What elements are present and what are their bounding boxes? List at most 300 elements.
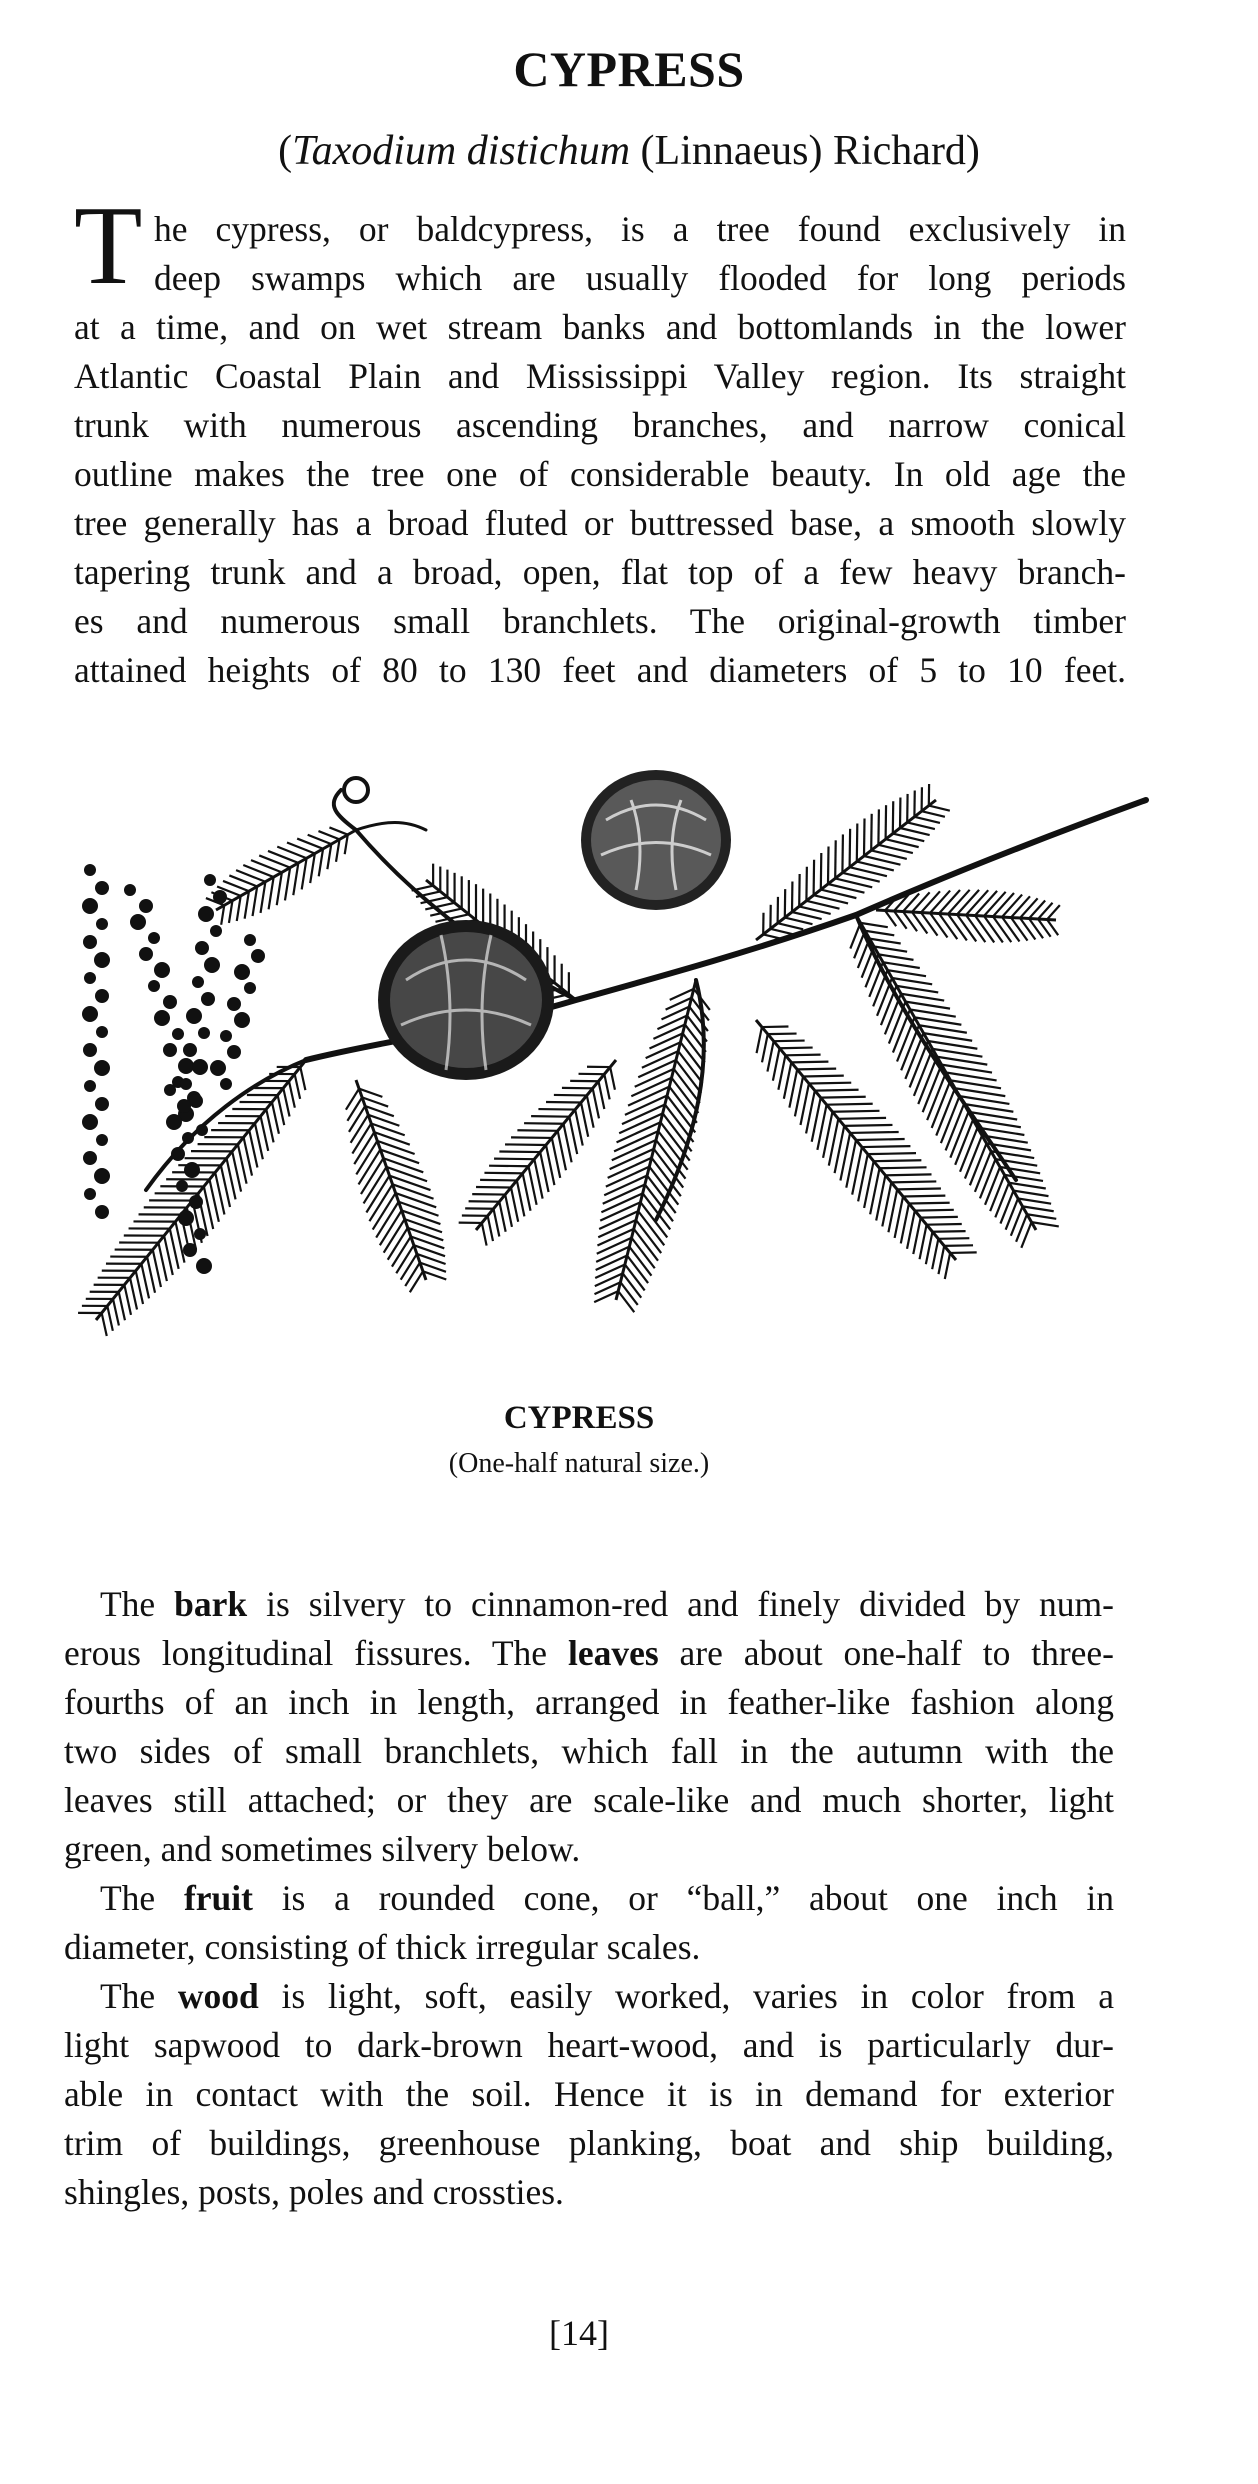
leaf: [278, 1095, 285, 1125]
catkin-bead: [148, 932, 160, 944]
leaf: [511, 1188, 518, 1222]
leaf: [773, 1048, 780, 1080]
bark-line: The bark is silvery to cinnamon-red and finely divided by num-: [100, 1584, 1114, 1624]
scientific-name: (Taxodium distichum (Linnaeus) Richard): [278, 128, 980, 174]
leaf: [789, 1069, 797, 1107]
catkin-bead: [227, 997, 241, 1011]
leaf: [524, 1123, 563, 1124]
leaf: [113, 1299, 119, 1326]
catkin-bead: [196, 1258, 212, 1274]
leaf: [153, 1250, 161, 1287]
leaf: [618, 1291, 634, 1312]
leaf: [762, 1034, 768, 1062]
leaf: [930, 891, 950, 913]
intro-line: outline makes the tree one of considerable beauty. In old age the: [74, 454, 1126, 494]
leaf: [482, 1223, 487, 1246]
leaf: [269, 877, 274, 909]
leaf: [625, 1264, 645, 1290]
leaf: [869, 962, 883, 997]
cone-lower: [378, 920, 554, 1080]
leaf: [768, 1034, 797, 1035]
catkin-bead: [166, 1114, 182, 1130]
leaf: [942, 1065, 993, 1073]
leaf: [569, 1117, 577, 1154]
leaf: [888, 970, 927, 976]
leaf: [261, 1116, 269, 1151]
leaf: [1002, 895, 1022, 917]
leaf: [835, 840, 836, 878]
leaf: [915, 1210, 954, 1211]
catkin-bead: [139, 899, 153, 913]
leaf: [965, 1136, 982, 1179]
leaf: [531, 1116, 569, 1117]
leaf: [489, 1166, 528, 1167]
catkin-bead: [94, 952, 110, 968]
leaf: [806, 901, 839, 909]
leaf: [597, 1229, 633, 1246]
leaf: [912, 912, 927, 934]
catkin-bead: [82, 1006, 98, 1022]
catkin-bead: [213, 890, 227, 904]
leaf: [944, 1245, 973, 1246]
leaf: [770, 929, 793, 935]
leaf: [799, 906, 830, 914]
leaf: [827, 1104, 873, 1105]
intro-line: at a time, and on wet stream banks and bottomlands in the lower: [74, 307, 1126, 347]
catkin-bead: [189, 1195, 203, 1209]
leaf: [844, 1125, 892, 1126]
leaf: [596, 1256, 627, 1270]
leaf: [950, 1252, 977, 1253]
leaf: [635, 1069, 674, 1087]
leaf: [880, 1167, 927, 1168]
leaf: [778, 923, 804, 929]
leaf: [938, 1238, 969, 1239]
catkin-bead: [180, 1078, 192, 1090]
leaf: [889, 1002, 906, 1044]
description-body: [64, 1580, 1114, 2217]
leaf: [780, 1048, 813, 1049]
leaf: [939, 890, 960, 913]
leaf: [922, 811, 945, 817]
keyword-leaves: leaves: [567, 1633, 659, 1673]
leaf: [642, 1051, 678, 1068]
genus-species: Taxodium distichum: [292, 128, 631, 174]
leaf: [581, 1103, 588, 1137]
intro-paragraph: [74, 205, 1126, 695]
catkin-bead: [94, 1060, 110, 1076]
leaf: [538, 1109, 575, 1110]
catkin-bead: [244, 982, 256, 994]
leaf: [244, 1137, 252, 1175]
catkin-bead: [176, 1180, 188, 1192]
page-title: CYPRESS: [513, 41, 745, 97]
leaf: [377, 1141, 414, 1154]
leaf: [488, 1216, 493, 1241]
leaf: [907, 1211, 915, 1249]
leaf: [948, 914, 967, 940]
catkin-bead: [192, 976, 204, 988]
leaf: [955, 1120, 973, 1165]
catkin-bead: [201, 992, 215, 1006]
leaf: [767, 1041, 773, 1071]
intro-line: es and numerous small branchlets. The original-growth timber: [74, 601, 1126, 641]
leaf: [984, 916, 1003, 942]
leaf: [893, 834, 924, 842]
cone-upper: [581, 770, 731, 910]
leaf: [1000, 1167, 1040, 1173]
leaf: [631, 1078, 671, 1096]
catkin-bead: [234, 1012, 250, 1028]
leaf: [879, 954, 914, 959]
leaf: [975, 891, 997, 916]
leaf: [653, 1024, 684, 1038]
leaf: [878, 845, 912, 853]
leaf: [604, 1074, 609, 1099]
leaf: [901, 1025, 919, 1070]
leaf: [778, 1055, 785, 1089]
leaf: [957, 915, 976, 942]
catkin-bead: [186, 1008, 202, 1024]
leaf: [1014, 1191, 1049, 1196]
leaf: [599, 1081, 605, 1109]
leaf: [821, 890, 857, 899]
leaf: [809, 1083, 851, 1084]
leaf: [815, 1090, 859, 1091]
leaf: [910, 1010, 956, 1017]
catkin-bead: [139, 947, 153, 961]
leaf: [921, 1217, 958, 1218]
catkin-bead: [95, 1097, 109, 1111]
leaf: [893, 1010, 910, 1053]
leaf: [600, 1202, 640, 1220]
leaf: [928, 1041, 977, 1049]
leaf: [517, 1180, 525, 1216]
catkin-bead: [84, 1080, 96, 1092]
leaf: [914, 817, 940, 823]
leaf: [620, 1282, 637, 1305]
intro-line: attained heights of 80 to 130 feet and diameters of 5 to 10 feet.: [74, 650, 1126, 690]
leaf: [237, 896, 241, 921]
leaf: [119, 1292, 125, 1320]
leaf: [638, 1060, 676, 1077]
leaf: [856, 1139, 905, 1140]
wood-line: able in contact with the soil. Hence it is in demand for exterior: [64, 2074, 1114, 2114]
leaf: [505, 1144, 546, 1145]
bark-line: two sides of small branchlets, which fall in the autumn with the: [64, 1731, 1114, 1771]
intro-line: Atlantic Coastal Plain and Mississippi Valley region. Its straight: [74, 356, 1126, 396]
leaf: [124, 1285, 131, 1315]
leaf: [405, 1219, 442, 1232]
leaf: [975, 1151, 991, 1192]
leaf: [785, 1055, 820, 1056]
leaf: [897, 1017, 914, 1061]
leaf: [141, 1264, 149, 1299]
leaf: [494, 1209, 500, 1237]
leaf: [1011, 918, 1027, 941]
leaf: [938, 1246, 944, 1274]
catkin-bead: [192, 1059, 208, 1075]
catkin-bead: [220, 1078, 232, 1090]
leaf: [158, 1243, 166, 1281]
leaf: [955, 1088, 1005, 1096]
leaf: [888, 1189, 897, 1232]
leaf: [900, 828, 930, 835]
leaf: [272, 1102, 279, 1134]
catkin-bead: [163, 995, 177, 1009]
catkin-bead: [204, 874, 216, 886]
leaf: [990, 1175, 1004, 1211]
leaf: [380, 1150, 419, 1164]
leaf: [957, 890, 979, 915]
leaf: [1011, 896, 1030, 917]
leaf: [627, 1256, 648, 1284]
leaf: [885, 1174, 931, 1175]
leaf-spray-axis: [356, 1080, 426, 1280]
leaf: [499, 1152, 540, 1153]
leaf: [897, 986, 939, 993]
leaf: [393, 1184, 434, 1198]
leaf: [529, 1166, 537, 1205]
leaf: [540, 1152, 548, 1192]
leaf: [310, 854, 315, 884]
leaf: [927, 1224, 962, 1225]
leaf: [791, 1062, 828, 1063]
leaf: [877, 978, 892, 1016]
bark-line: erous longitudinal fissures. The leaves are about one-half to three-: [64, 1633, 1115, 1673]
leaf: [396, 1193, 437, 1207]
leaf: [238, 1144, 247, 1183]
leaf: [107, 1306, 112, 1331]
leaf: [966, 890, 988, 915]
leaf: [277, 872, 282, 905]
leaf: [480, 1180, 517, 1181]
catkin-bead: [183, 1243, 197, 1257]
bark-line: green, and sometimes silvery below.: [64, 1829, 581, 1869]
leaf: [1002, 917, 1019, 942]
leaf: [828, 884, 864, 893]
wood-line: trim of buildings, greenhouse planking, boat and ship building,: [64, 2123, 1114, 2163]
catkin-bead: [194, 1228, 206, 1240]
leaf: [1027, 1214, 1056, 1219]
leaf: [832, 1111, 879, 1112]
keyword-wood: wood: [177, 1976, 259, 2016]
leaf: [164, 1236, 173, 1275]
leaf: [864, 856, 900, 865]
leaf: [907, 822, 935, 829]
leaf: [383, 1158, 423, 1172]
catkin-bead: [198, 1027, 210, 1039]
catkin-bead: [95, 1205, 109, 1219]
leaf: [865, 931, 894, 936]
leaf: [147, 1257, 155, 1293]
catkin-bead: [220, 1030, 232, 1042]
catkin-bead: [210, 1060, 226, 1076]
leaf: [850, 1132, 899, 1133]
leaf: [792, 912, 822, 919]
bark-line: fourths of an inch in length, arranged in feather-like fashion along: [64, 1682, 1114, 1722]
leaf: [885, 994, 901, 1035]
leaf: [1018, 1199, 1051, 1204]
leaf: [932, 1239, 938, 1269]
leaf: [401, 1254, 417, 1280]
leaf: [850, 829, 851, 867]
leaf: [534, 1159, 542, 1198]
leaf: [906, 1002, 951, 1009]
leaf: [803, 1076, 844, 1077]
leaf: [494, 1159, 534, 1160]
leaf: [901, 994, 944, 1001]
leaf: [102, 1313, 107, 1336]
leaf: [598, 1220, 636, 1237]
catkin-bead: [95, 881, 109, 895]
leaf: [649, 1033, 682, 1048]
leaf: [657, 1016, 687, 1030]
leaf: [261, 882, 266, 913]
leaf: [1020, 898, 1038, 918]
leaf: [402, 1210, 441, 1224]
leaf: [874, 947, 907, 952]
leaf: [985, 1167, 1000, 1205]
leaf: [881, 986, 897, 1025]
leaf: [951, 1080, 1002, 1088]
catkin-bead: [154, 1010, 170, 1026]
catkin-bead: [96, 918, 108, 930]
catkin-bead: [83, 1043, 97, 1057]
leaf: [970, 1143, 987, 1185]
leaf: [285, 868, 290, 901]
catkin-bead: [96, 1026, 108, 1038]
page-number: [14]: [549, 2313, 609, 2353]
leaf: [785, 918, 813, 925]
catkin-bead: [196, 1124, 208, 1136]
leaf: [623, 1273, 642, 1297]
catkin-bead: [195, 941, 209, 955]
catkin-bead: [178, 1210, 194, 1226]
leaf: [874, 1160, 922, 1161]
leaf: [946, 1073, 997, 1081]
leaf: [575, 1110, 583, 1146]
leaf: [347, 1097, 362, 1120]
catkin-bead: [172, 1028, 184, 1040]
leaf: [599, 1211, 638, 1229]
leaf: [975, 916, 994, 943]
leaf: [245, 891, 249, 919]
leaf: [903, 1196, 945, 1197]
cypress-branch-illustration: [56, 760, 1156, 1380]
catkin-bead: [94, 1168, 110, 1184]
leaf: [993, 917, 1011, 943]
catkin-bead: [184, 1162, 200, 1178]
leaf: [980, 1159, 996, 1198]
leaf: [883, 962, 920, 968]
leaf: [909, 1203, 950, 1204]
leaf: [868, 1153, 916, 1154]
leaf: [892, 978, 932, 984]
leaf: [388, 1228, 408, 1260]
leaf: [319, 849, 323, 877]
leaf: [757, 1027, 762, 1053]
leaf: [939, 914, 957, 940]
wood-line: light sapwood to dark-brown heart-wood, and is particularly dur-: [64, 2025, 1114, 2065]
leaf: [800, 1084, 808, 1125]
leaf: [912, 892, 930, 912]
leaf: [919, 1025, 967, 1033]
leaf: [300, 1067, 305, 1090]
leaf: [558, 1131, 566, 1170]
leaf: [795, 1076, 803, 1116]
catkin-bead: [130, 914, 146, 930]
leaf: [821, 1097, 866, 1098]
leaf: [865, 954, 878, 987]
leaf: [993, 893, 1014, 916]
leaf: [897, 1189, 941, 1190]
leaf: [828, 847, 829, 884]
leaf: [873, 970, 887, 1006]
leaf: [405, 1263, 420, 1286]
leaf: [596, 1247, 629, 1262]
leaf: [484, 1173, 522, 1174]
catkin-bead: [84, 864, 96, 876]
leaf: [511, 1137, 552, 1138]
catkin-bead: [251, 949, 265, 963]
leaf: [505, 1195, 512, 1227]
leaf: [593, 1088, 599, 1118]
leaf: [302, 858, 307, 889]
catkin-bead: [96, 1134, 108, 1146]
leaf: [996, 1159, 1038, 1166]
leaf: [862, 1146, 911, 1147]
catkin-bead: [154, 962, 170, 978]
leaf: [933, 1049, 983, 1057]
leaf: [926, 1232, 933, 1264]
keyword-fruit: fruit: [183, 1878, 253, 1918]
catkin-bead: [164, 1084, 176, 1096]
leaf: [610, 1067, 615, 1090]
leaf: [354, 1132, 374, 1164]
fruit-line: The fruit is a rounded cone, or “ball,” about one inch in: [100, 1878, 1114, 1918]
leaf: [601, 1193, 642, 1212]
leaf: [920, 1225, 927, 1259]
leaf: [499, 1202, 505, 1232]
leaf: [351, 1115, 369, 1143]
catkin-bead: [177, 1099, 191, 1113]
leaf: [1005, 1175, 1044, 1181]
leaf: [806, 1091, 815, 1134]
catkin-bead: [244, 934, 256, 946]
leaf: [861, 923, 888, 927]
catkin-bead: [210, 925, 222, 937]
leaf: [870, 939, 901, 944]
leaf: [1023, 1206, 1054, 1211]
leaf: [595, 1264, 625, 1278]
catkin-bead: [84, 1188, 96, 1200]
leaf: [924, 1033, 973, 1041]
leaf: [253, 886, 258, 916]
fruit-line: diameter, consisting of thick irregular scales.: [64, 1927, 701, 1967]
leaf: [901, 1204, 909, 1244]
catkin-bead: [83, 1151, 97, 1165]
leaf: [857, 824, 858, 862]
leaf: [871, 850, 907, 859]
leaf: [546, 1145, 554, 1185]
catkin-bead: [95, 989, 109, 1003]
leaf: [821, 853, 822, 890]
leaf: [930, 913, 947, 938]
leaf: [895, 1196, 903, 1237]
leaf: [136, 1271, 143, 1304]
leaf: [915, 1017, 962, 1024]
